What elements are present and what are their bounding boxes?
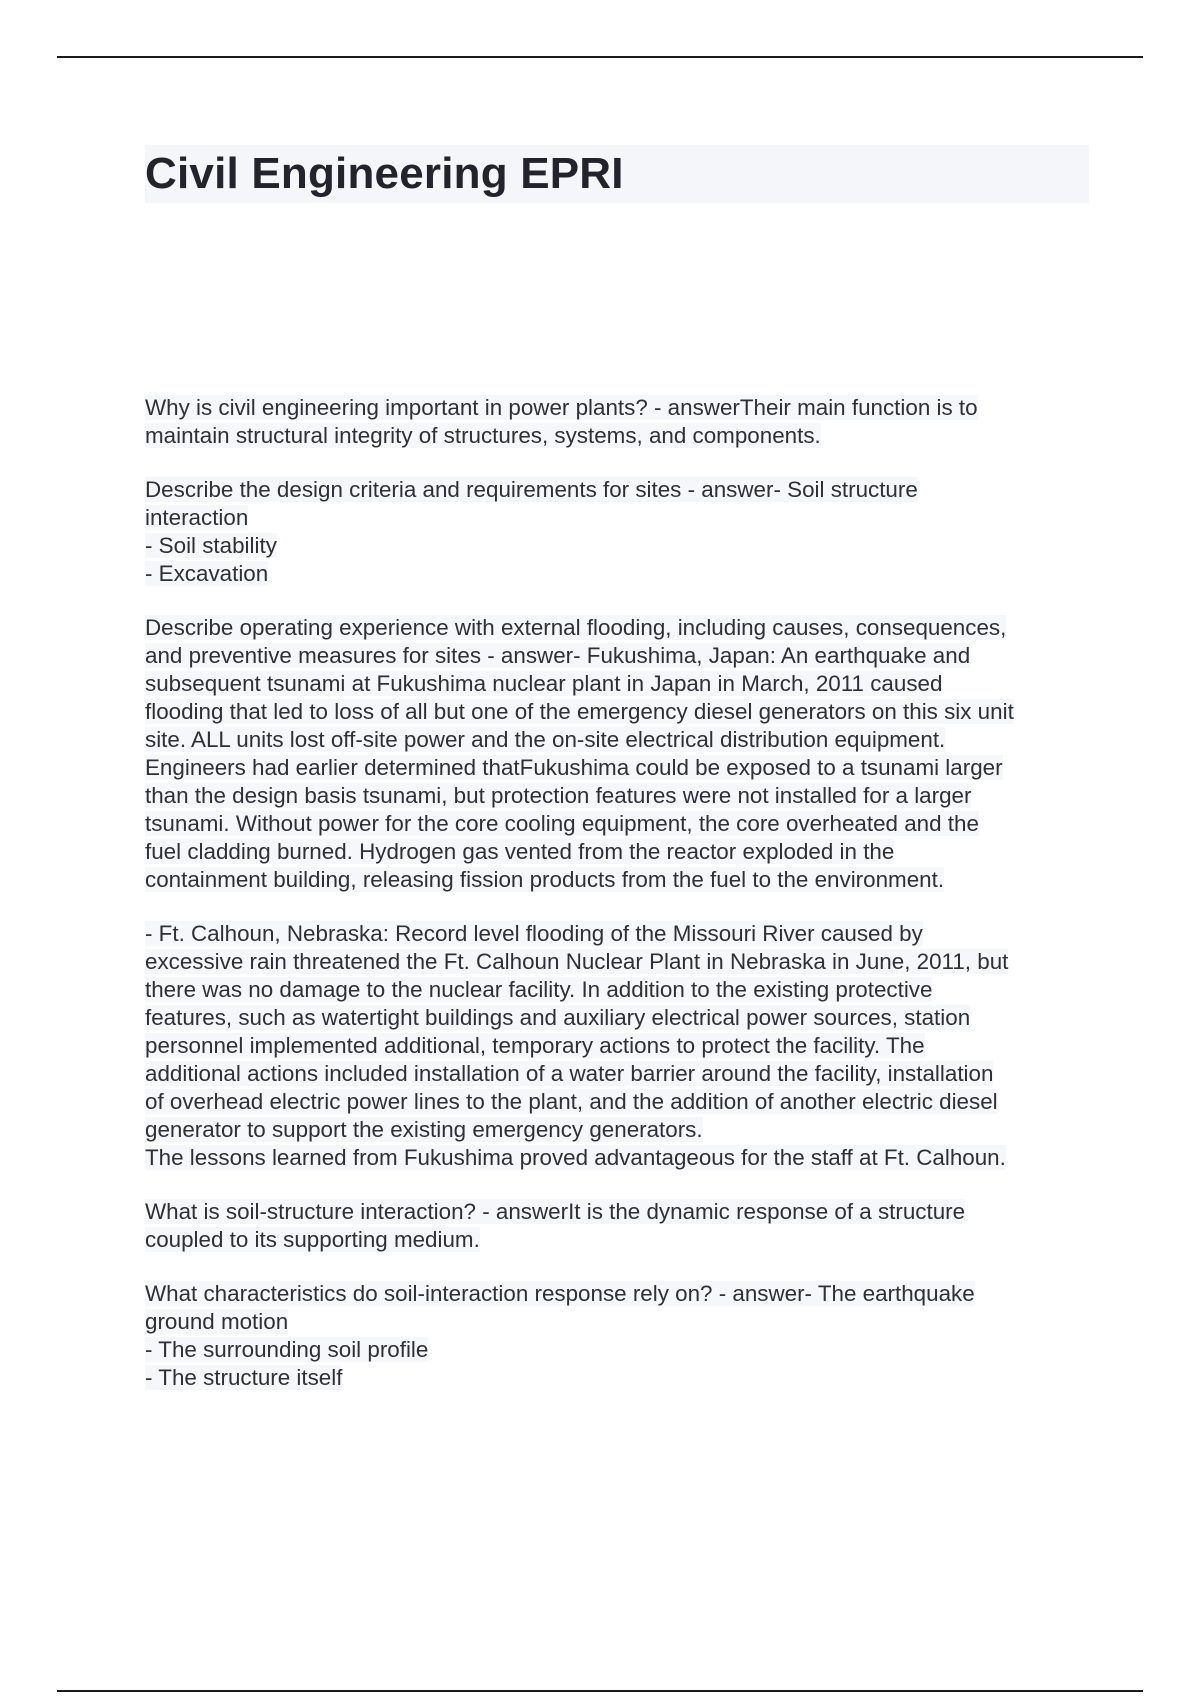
text-line: Engineers had earlier determined thatFukushima could be exposed to a tsunami larger [145,755,1003,780]
text-line: interaction [145,505,249,530]
text-line: of overhead electric power lines to the plant, and the addition of another electric diesel [145,1089,998,1114]
text-line: containment building, releasing fission products from the fuel to the environment. [145,867,945,892]
qa-block-civil-engineering-importance [145,394,1089,450]
text-line: flooding that led to loss of all but one of the emergency diesel generators on this six unit [145,699,1014,724]
text-line: The lessons learned from Fukushima proved advantageous for the staff at Ft. Calhoun. [145,1145,1006,1170]
text-line: Why is civil engineering important in power plants? - answerTheir main function is to [145,395,978,420]
text-line: What characteristics do soil-interaction response rely on? - answer- The earthquake [145,1281,975,1306]
qa-block-site-design-criteria [145,476,1089,588]
text-line: personnel implemented additional, temporary actions to protect the facility. The [145,1033,925,1058]
qa-block-external-flooding-ft-calhoun [145,920,1089,1172]
text-line: features, such as watertight buildings and auxiliary electrical power sources, station [145,1005,971,1030]
bottom-divider [57,1690,1143,1692]
text-line: maintain structural integrity of structures, systems, and components. [145,423,821,448]
text-line: and preventive measures for sites - answer- Fukushima, Japan: An earthquake and [145,643,971,668]
text-line: additional actions included installation of a water barrier around the facility, installation [145,1061,994,1086]
text-line: excessive rain threatened the Ft. Calhoun Nuclear Plant in Nebraska in June, 2011, but [145,949,1009,974]
top-divider [57,56,1143,58]
text-line: than the design basis tsunami, but protection features were not installed for a larger [145,783,972,808]
text-line: ground motion [145,1309,289,1334]
text-line: generator to support the existing emergency generators. [145,1117,703,1142]
text-line: - Ft. Calhoun, Nebraska: Record level flooding of the Missouri River caused by [145,921,923,946]
text-line: there was no damage to the nuclear facility. In addition to the existing protective [145,977,933,1002]
text-line: subsequent tsunami at Fukushima nuclear plant in Japan in March, 2011 caused [145,671,943,696]
text-line: What is soil-structure interaction? - answerIt is the dynamic response of a structure [145,1199,966,1224]
text-line: coupled to its supporting medium. [145,1227,480,1252]
document-body [145,394,1089,1418]
qa-block-soil-interaction-response [145,1280,1089,1392]
list-item: - The structure itself [145,1365,343,1390]
qa-block-external-flooding-fukushima [145,614,1089,894]
list-item: - The surrounding soil profile [145,1337,429,1362]
list-item: - Excavation [145,561,269,586]
qa-block-soil-structure-interaction [145,1198,1089,1254]
page-title: Civil Engineering EPRI [145,149,624,198]
text-line: Describe operating experience with external flooding, including causes, consequences, [145,615,1007,640]
text-line: tsunami. Without power for the core cooling equipment, the core overheated and the [145,811,979,836]
list-item: - Soil stability [145,533,277,558]
text-line: fuel cladding burned. Hydrogen gas vented from the reactor exploded in the [145,839,895,864]
text-line: Describe the design criteria and requirements for sites - answer- Soil structure [145,477,918,502]
text-line: site. ALL units lost off-site power and the on-site electrical distribution equipment. [145,727,946,752]
